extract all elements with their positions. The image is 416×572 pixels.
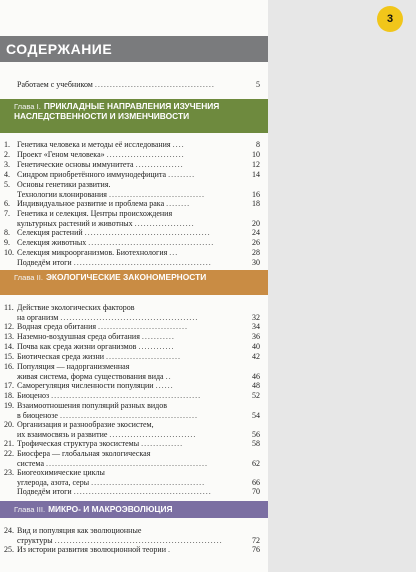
toc-item[interactable]: 21. Трофическая структура экосистемы .............. 58 [4,439,260,448]
toc-item[interactable]: 18. Биоценоз .................................................. 52 [4,391,260,400]
page-title: СОДЕРЖАНИЕ [0,36,268,62]
toc-item[interactable]: 4. Синдром приобретённого иммунодефицита ......... 14 [4,170,260,179]
toc-item[interactable]: 9. Селекция животных .......................................... 26 [4,238,260,247]
toc-item[interactable]: 19. Взаимоотношения популяций разных видов в биоценозе .............................................. 54 [4,401,260,420]
toc-item[interactable]: 15. Биотическая среда жизни ......................... 42 [4,352,260,361]
toc-item[interactable]: 8. Селекция растений .......................................... 24 [4,228,260,237]
toc-item[interactable]: 17. Саморегуляция численности популяции ...... 48 [4,381,260,390]
toc-item[interactable]: Подведём итоги .............................................. 30 [17,258,260,267]
toc-item[interactable]: 25. Из истории развития эволюционной теории . 76 [4,545,260,554]
toc-item[interactable]: 1. Генетика человека и методы её исследования .... 8 [4,140,260,149]
toc-item[interactable]: 12. Водная среда обитания .............................. 34 [4,322,260,331]
toc-item[interactable]: 22. Биосфера — глобальная экологическая система ...................................................... 62 [4,449,260,468]
page-number-badge: 3 [377,6,403,32]
toc-item[interactable]: 10. Селекция микроорганизмов. Биотехнология ... 28 [4,248,260,257]
chapter-header: Глава I. ПРИКЛАДНЫЕ НАПРАВЛЕНИЯ ИЗУЧЕНИЯ НАСЛЕДСТВЕННОСТИ И ИЗМЕНЧИВОСТИ [0,99,268,133]
toc-item[interactable]: 3. Генетические основы иммунитета ................ 12 [4,160,260,169]
toc-item[interactable]: Подведём итоги .............................................. 70 [17,487,260,496]
toc-item[interactable]: 14. Почва как среда жизни организмов ............ 40 [4,342,260,351]
toc-item[interactable]: 2. Проект «Геном человека» .......................... 10 [4,150,260,159]
toc-item[interactable]: 24. Вид и популяция как эволюционные структуры ........................................................ 72 [4,526,260,545]
toc-item[interactable]: 6. Индивидуальное развитие и проблема рака ........ 18 [4,199,260,208]
toc-item[interactable]: 5. Основы генетики развития. Технологии клонирования ................................ 16 [4,180,260,199]
toc-intro[interactable]: Работаем с учебником ........................................ 5 [17,80,260,89]
toc-item[interactable]: 7. Генетика и селекция. Центры происхождения культурных растений и животных .................... 20 [4,209,260,228]
toc-item[interactable]: 23. Биогеохимические циклы углерода, азота, серы ...................................... 66 [4,468,260,487]
page-margin-area [268,0,416,572]
chapter-header: Глава II. ЭКОЛОГИЧЕСКИЕ ЗАКОНОМЕРНОСТИ [0,270,268,295]
chapter-header: Глава III. МИКРО- И МАКРОЭВОЛЮЦИЯ [0,501,268,518]
toc-page-number: 5 [256,80,260,89]
toc-item[interactable]: 20. Организация и разнообразие экосистем, их взаимосвязь и развитие ............................. 56 [4,420,260,439]
toc-item[interactable]: 16. Популяция — надорганизменная живая система, форма существования вида .. 46 [4,362,260,381]
toc-item[interactable]: 11. Действие экологических факторов на организм .............................................. 32 [4,303,260,322]
toc-item[interactable]: 13. Наземно-воздушная среда обитания ........... 36 [4,332,260,341]
